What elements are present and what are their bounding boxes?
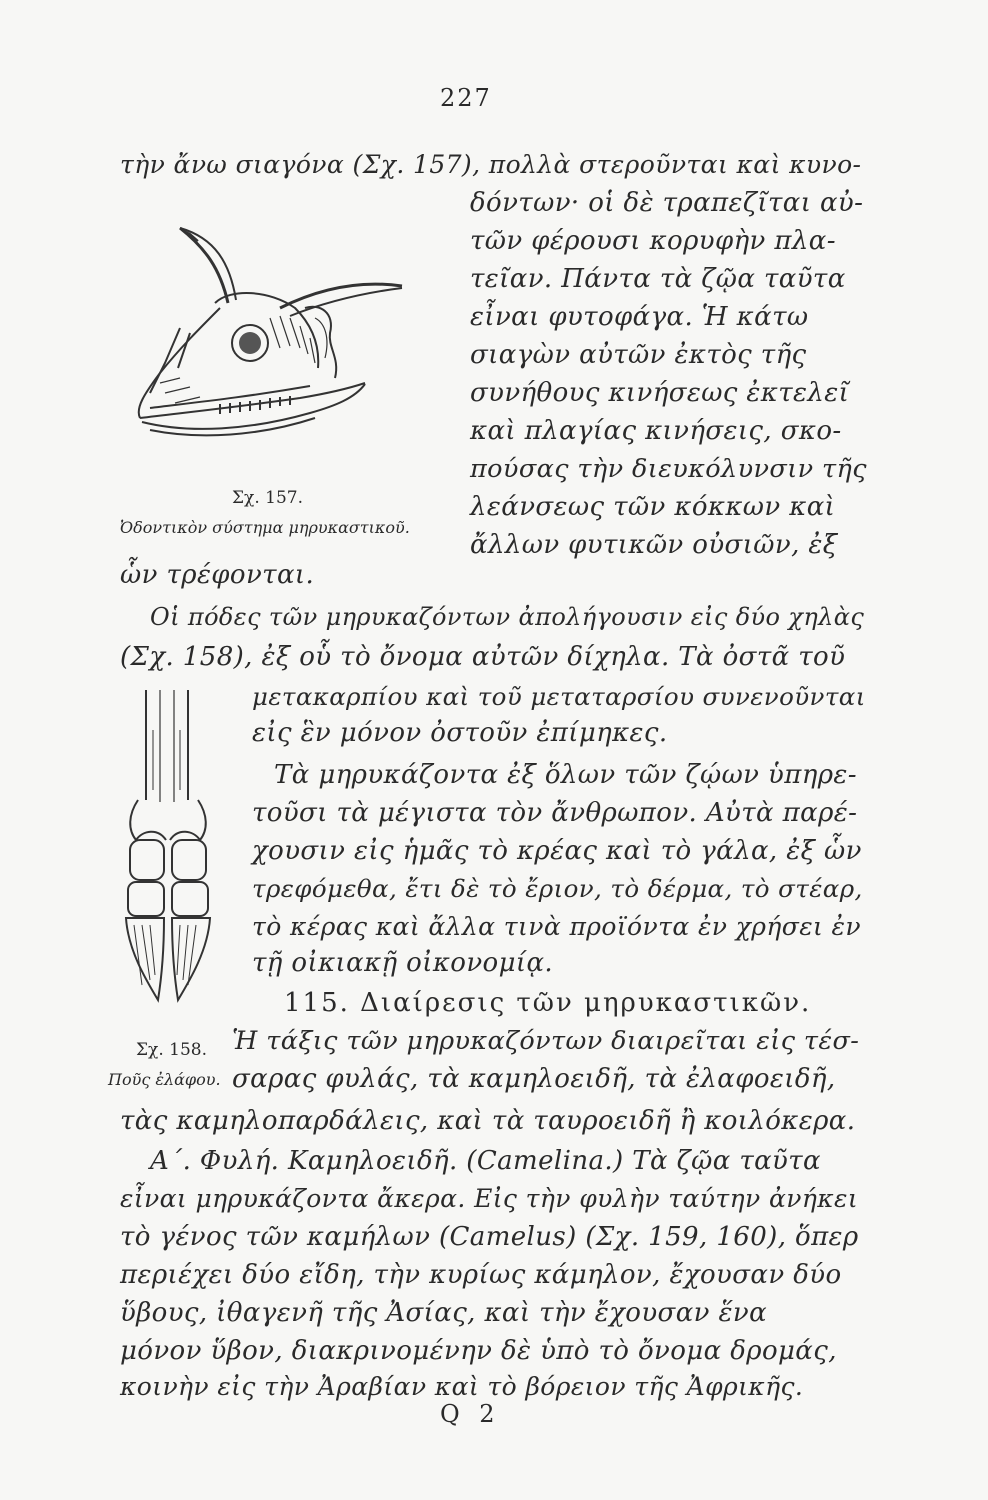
text-line: καὶ πλαγίας κινήσεις, σκο- <box>470 416 842 446</box>
figure-158-caption: Ποῦς ἐλάφου. <box>108 1070 221 1089</box>
text-line: Οἱ πόδες τῶν μηρυκαζόντων ἀπολήγουσιν εἰς δύο χηλὰς <box>150 603 865 631</box>
text-line: τὸ γένος τῶν καμήλων (Camelus) (Σχ. 159, 160), ὅπερ <box>120 1222 859 1252</box>
text-line: ὕβους, ἰθαγενῆ τῆς Ἀσίας, καὶ τὴν ἔχουσαν ἕνα <box>120 1298 768 1328</box>
text-line: τεῖαν. Πάντα τὰ ζῷα ταῦτα <box>470 264 846 294</box>
figure-157-caption: Ὀδοντικὸν σύστημα μηρυκαστικοῦ. <box>120 518 410 537</box>
text-line: ἄλλων φυτικῶν οὐσιῶν, ἐξ <box>470 530 838 560</box>
text-line-last: κοινὴν εἰς τὴν Ἀραβίαν καὶ τὸ βόρειον τῆς Ἀφρικῆς. <box>120 1372 804 1401</box>
signature-mark: Q 2 <box>440 1400 501 1428</box>
text-line: σιαγὼν αὐτῶν ἐκτὸς τῆς <box>470 340 807 370</box>
page-number: 227 <box>440 84 492 112</box>
section-heading: 115. Διαίρεσις τῶν μηρυκαστικῶν. <box>284 988 812 1018</box>
text-line: τῶν φέρουσι κορυφὴν πλα- <box>470 226 836 256</box>
text-line: περιέχει δύο εἴδη, τὴν κυρίως κάμηλον, ἔχουσαν δύο <box>120 1260 842 1290</box>
text-line: ὧν τρέφονται. <box>120 560 315 590</box>
text-line: εἰς ἓν μόνον ὀστοῦν ἐπίμηκες. <box>252 718 668 748</box>
text-line: μετακαρπίου καὶ τοῦ μεταταρσίου συνενοῦνται <box>252 682 866 711</box>
text-line: χουσιν εἰς ἡμᾶς τὸ κρέας καὶ τὸ γάλα, ἐξ ὧν <box>252 836 862 866</box>
text-line: Τὰ μηρυκάζοντα ἐξ ὅλων τῶν ζῴων ὑπηρε- <box>274 760 857 790</box>
text-line: συνήθους κινήσεως ἐκτελεῖ <box>470 378 850 408</box>
figure-157-number: Σχ. 157. <box>232 488 303 508</box>
text-line: τὸ κέρας καὶ ἄλλα τινὰ προϊόντα ἐν χρήσει ἐν <box>252 912 861 941</box>
text-line: δόντων· οἱ δὲ τραπεζῖται αὐ- <box>470 188 864 218</box>
text-line: εἶναι μηρυκάζοντα ἄκερα. Εἰς τὴν φυλὴν ταύτην ἀνήκει <box>120 1184 859 1213</box>
text-line: Α΄. Φυλή. Καμηλοειδῆ. (Camelina.) Τὰ ζῷα ταῦτα <box>150 1146 822 1176</box>
text-line: τὴν ἄνω σιαγόνα (Σχ. 157), πολλὰ στεροῦνται καὶ κυνο- <box>120 150 862 179</box>
figure-158-number: Σχ. 158. <box>136 1040 207 1060</box>
text-line: Ἡ τάξις τῶν μηρυκαζόντων διαιρεῖται εἰς τέσ- <box>232 1026 860 1056</box>
deer-foot-illustration <box>108 690 228 1010</box>
text-line: τρεφόμεθα, ἔτι δὲ τὸ ἔριον, τὸ δέρμα, τὸ στέαρ, <box>252 874 863 903</box>
text-line: πούσας τὴν διευκόλυνσιν τῆς <box>470 454 867 484</box>
text-line: εἶναι φυτοφάγα. Ἡ κάτω <box>470 302 809 332</box>
skull-illustration <box>120 208 420 448</box>
text-line: τοῦσι τὰ μέγιστα τὸν ἄνθρωπον. Αὐτὰ παρέ- <box>252 798 858 828</box>
text-line: τῇ οἰκιακῇ οἰκονομίᾳ. <box>252 948 554 978</box>
text-line: μόνον ὕβον, διακρινομένην δὲ ὑπὸ τὸ ὄνομα δρομάς, <box>120 1336 837 1366</box>
text-line: τὰς καμηλοπαρδάλεις, καὶ τὰ ταυροειδῆ ἢ κοιλόκερα. <box>120 1106 856 1136</box>
text-line: (Σχ. 158), ἐξ οὗ τὸ ὄνομα αὐτῶν δίχηλα. Τὰ ὀστᾶ τοῦ <box>120 642 846 672</box>
text-line: σαρας φυλάς, τὰ καμηλοειδῆ, τὰ ἐλαφοειδῆ, <box>232 1064 836 1094</box>
text-line: λεάνσεως τῶν κόκκων καὶ <box>470 492 836 522</box>
